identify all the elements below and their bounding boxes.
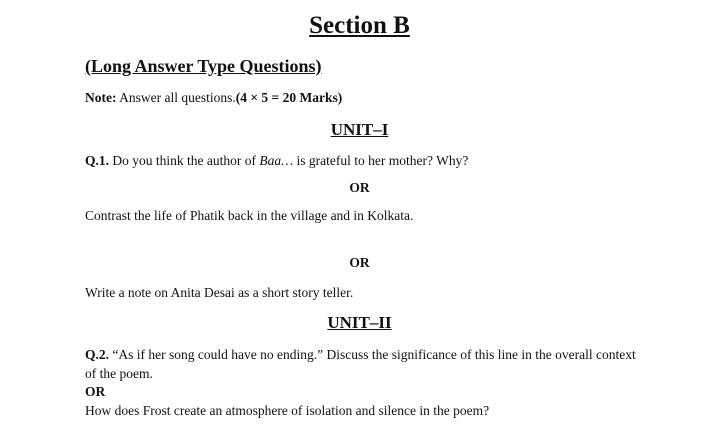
question-1-title-italic: Baa… (259, 153, 294, 168)
long-answer-subtitle: (Long Answer Type Questions) (85, 56, 322, 76)
question-2-label: Q.2. (85, 347, 110, 362)
note-label: Note: (85, 90, 117, 105)
instructions-note (85, 90, 342, 106)
question-1-text-b: is grateful to her mother? Why? (293, 153, 469, 168)
marks-scheme: (4 × 5 = 20 Marks) (235, 90, 343, 105)
or-divider-1: OR (349, 180, 370, 195)
question-2-text: “As if her song could have no ending.” Discuss the significance of this line in the overall context of the poem. (85, 347, 636, 381)
question-1-alternative-1: Contrast the life of Phatik back in the village and in Kolkata. (85, 208, 414, 223)
question-2 (85, 345, 645, 383)
question-1 (85, 153, 468, 169)
note-text: Answer all questions. (116, 90, 236, 105)
section-title: Section B (309, 12, 410, 39)
question-1-label: Q.1. (85, 153, 110, 168)
question-1-alternative-2: Write a note on Anita Desai as a short story teller. (85, 285, 354, 300)
question-1-text-a: Do you think the author of (109, 153, 260, 168)
question-2-alternative: How does Frost create an atmosphere of isolation and silence in the poem? (85, 403, 490, 418)
unit-1-heading: UNIT–I (330, 120, 389, 139)
unit-2-heading: UNIT–II (327, 313, 392, 332)
or-divider-3: OR (85, 384, 106, 399)
or-divider-2: OR (349, 255, 370, 270)
